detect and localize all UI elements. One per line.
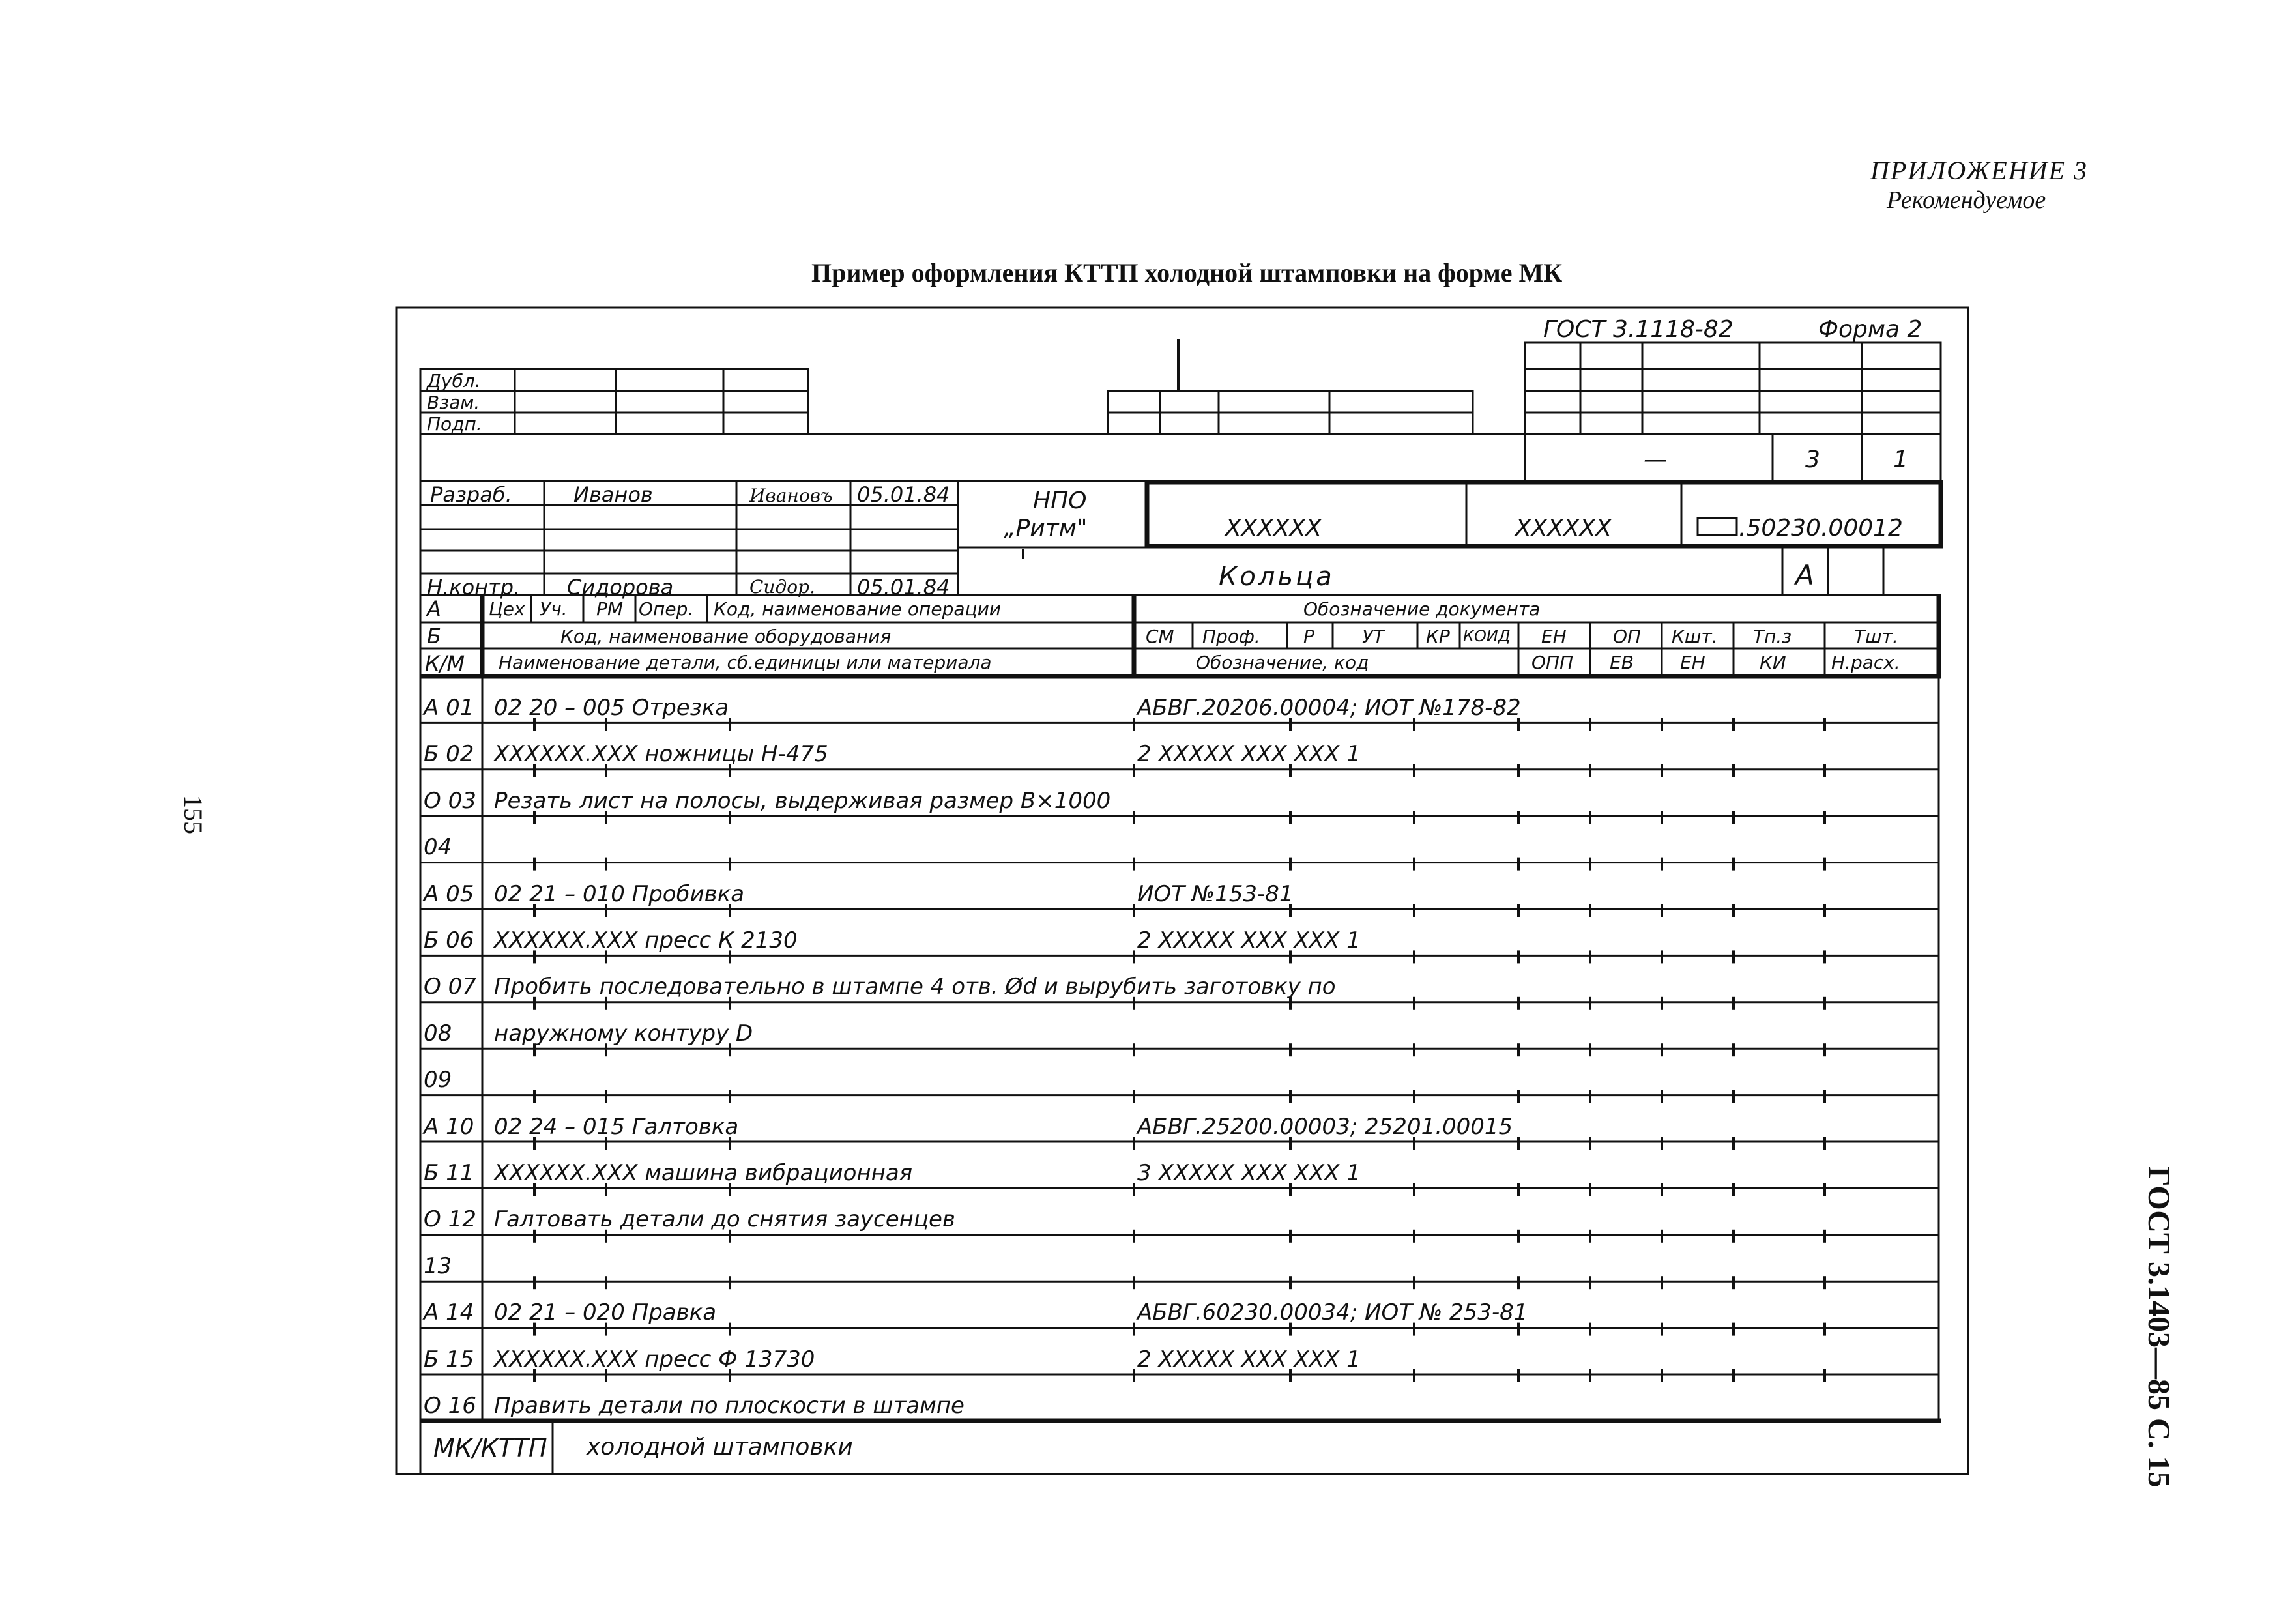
row-number: Б 02 — [424, 741, 474, 768]
row-operation-text: 02 24 – 015 Галтовка — [494, 1113, 739, 1140]
code-2: XXXXXX — [1515, 515, 1612, 542]
side-label-podp: Подп. — [427, 413, 482, 435]
col-tpz: Тп.з — [1753, 626, 1792, 647]
appendix-status: Рекомендуемое — [1887, 186, 2046, 214]
col-kr: КР — [1426, 626, 1450, 647]
row-document-text: ИОТ №153-81 — [1137, 880, 1294, 907]
row-number: О 07 — [424, 974, 476, 1000]
col-sm: СМ — [1146, 626, 1174, 647]
control-date: 05.01.84 — [857, 575, 950, 600]
control-label: Н.контр. — [427, 575, 521, 600]
col-op: ОП — [1613, 626, 1642, 647]
row-operation-text: Править детали по плоскости в штампе — [494, 1393, 965, 1419]
row-operation-text: 02 21 – 010 Пробивка — [494, 880, 745, 907]
row-operation-text: XXXXXX.XXX пресс К 2130 — [494, 927, 798, 953]
letter: A — [1795, 559, 1814, 591]
form-number: Форма 2 — [1818, 316, 1922, 343]
col-doc-designation: Обозначение документа — [1303, 598, 1541, 620]
standard-label: ГОСТ 3.1118-82 — [1543, 316, 1734, 343]
col-nrash: Н.расх. — [1831, 652, 1900, 673]
org-line1: НПО — [1033, 487, 1087, 514]
row-document-text: 2 XXXXX XXX XXX 1 — [1137, 741, 1361, 768]
col-opp: ОПП — [1531, 652, 1574, 673]
control-signature: Сидор. — [749, 576, 815, 598]
col-designation-code: Обозначение, код — [1196, 652, 1369, 673]
row-number: 08 — [424, 1020, 452, 1047]
side-label-vzam: Взам. — [427, 392, 480, 413]
row-operation-text: 02 20 – 005 Отрезка — [494, 695, 729, 721]
col-rm: РМ — [596, 598, 624, 620]
row-document-text: АБВГ.25200.00003; 25201.00015 — [1137, 1113, 1513, 1140]
row-number: О 16 — [424, 1393, 476, 1419]
col-en2: ЕН — [1680, 652, 1705, 673]
row-number: Б 11 — [424, 1160, 474, 1186]
row-number: 13 — [424, 1253, 452, 1279]
row-number: 04 — [424, 834, 452, 861]
developer-signature: Ивановъ — [749, 485, 833, 506]
document-title: Пример оформления КТТП холодной штамповки на форме МК — [811, 258, 1563, 287]
row-operation-text: наружному контуру D — [494, 1020, 753, 1047]
row-operation-text: Пробить последовательно в штампе 4 отв. Ød и вырубить заготовку по — [494, 974, 1336, 1000]
row-b-prefix: Б — [427, 624, 441, 648]
row-number: А 05 — [424, 880, 474, 907]
col-tsht: Тшт. — [1854, 626, 1898, 647]
sheets-dash: — — [1644, 446, 1667, 473]
row-operation-text: XXXXXX.XXX пресс Ф 13730 — [494, 1346, 815, 1372]
col-oper: Опер. — [639, 598, 694, 620]
side-label-dubl: Дубл. — [427, 370, 481, 392]
row-operation-text: Галтовать детали до снятия заусенцев — [494, 1206, 955, 1233]
col-koid: КОИД — [1463, 627, 1511, 645]
control-name: Сидорова — [567, 575, 674, 600]
col-ut: УТ — [1362, 626, 1385, 647]
col-material: Наименование детали, сб.единицы или материала — [499, 652, 992, 673]
col-ki: КИ — [1760, 652, 1786, 673]
footer-text: холодной штамповки — [587, 1434, 853, 1460]
sheet-number: 1 — [1893, 446, 1908, 473]
row-km-prefix: К/М — [425, 651, 465, 676]
page-number: 155 — [179, 795, 208, 834]
col-op-name: Код, наименование операции — [714, 598, 1001, 620]
row-document-text: 2 XXXXX XXX XXX 1 — [1137, 1346, 1361, 1372]
row-number: 09 — [424, 1067, 452, 1094]
row-number: А 10 — [424, 1113, 474, 1140]
col-r: Р — [1303, 626, 1314, 647]
row-operation-text: XXXXXX.XXX ножницы Н-475 — [494, 741, 828, 768]
row-operation-text: 02 21 – 020 Правка — [494, 1299, 717, 1326]
row-number: А 01 — [424, 695, 474, 721]
col-prof: Проф. — [1202, 626, 1260, 647]
appendix-title: ПРИЛОЖЕНИЕ 3 — [1870, 156, 2088, 185]
footer-label: МК/КТТП — [433, 1434, 547, 1462]
col-ceh: Цех — [489, 598, 525, 620]
col-uch: Уч. — [540, 598, 568, 620]
row-number: А 14 — [424, 1299, 474, 1326]
code-1: XXXXXX — [1225, 515, 1322, 542]
row-a-prefix: A — [427, 596, 441, 621]
row-document-text: АБВГ.60230.00034; ИОТ № 253-81 — [1137, 1299, 1528, 1326]
row-operation-text: XXXXXX.XXX машина вибрационная — [494, 1160, 913, 1186]
part-name: Кольца — [1219, 562, 1335, 592]
developer-label: Разраб. — [430, 482, 512, 507]
row-number: Б 15 — [424, 1346, 474, 1372]
row-number: О 12 — [424, 1206, 476, 1233]
row-operation-text: Резать лист на полосы, выдерживая размер В×1000 — [494, 787, 1111, 814]
row-document-text: 3 XXXXX XXX XXX 1 — [1137, 1160, 1361, 1186]
designation: .50230.00012 — [1739, 515, 1903, 542]
col-equipment: Код, наименование оборудования — [560, 626, 892, 647]
row-number: Б 06 — [424, 927, 474, 953]
row-document-text: АБВГ.20206.00004; ИОТ №178-82 — [1137, 695, 1521, 721]
col-ev: ЕВ — [1610, 652, 1634, 673]
row-document-text: 2 XXXXX XXX XXX 1 — [1137, 927, 1361, 953]
developer-name: Иванов — [573, 482, 653, 507]
col-ksht: Кшт. — [1672, 626, 1718, 647]
developer-date: 05.01.84 — [857, 482, 950, 507]
row-lines — [420, 718, 1939, 1382]
gost-side-code: ГОСТ 3.1403—85 С. 15 — [2141, 1167, 2176, 1488]
row-number: О 03 — [424, 787, 476, 814]
org-line2: „Ритм" — [1004, 515, 1088, 542]
sheets-total: 3 — [1805, 446, 1820, 473]
col-en: ЕН — [1541, 626, 1567, 647]
